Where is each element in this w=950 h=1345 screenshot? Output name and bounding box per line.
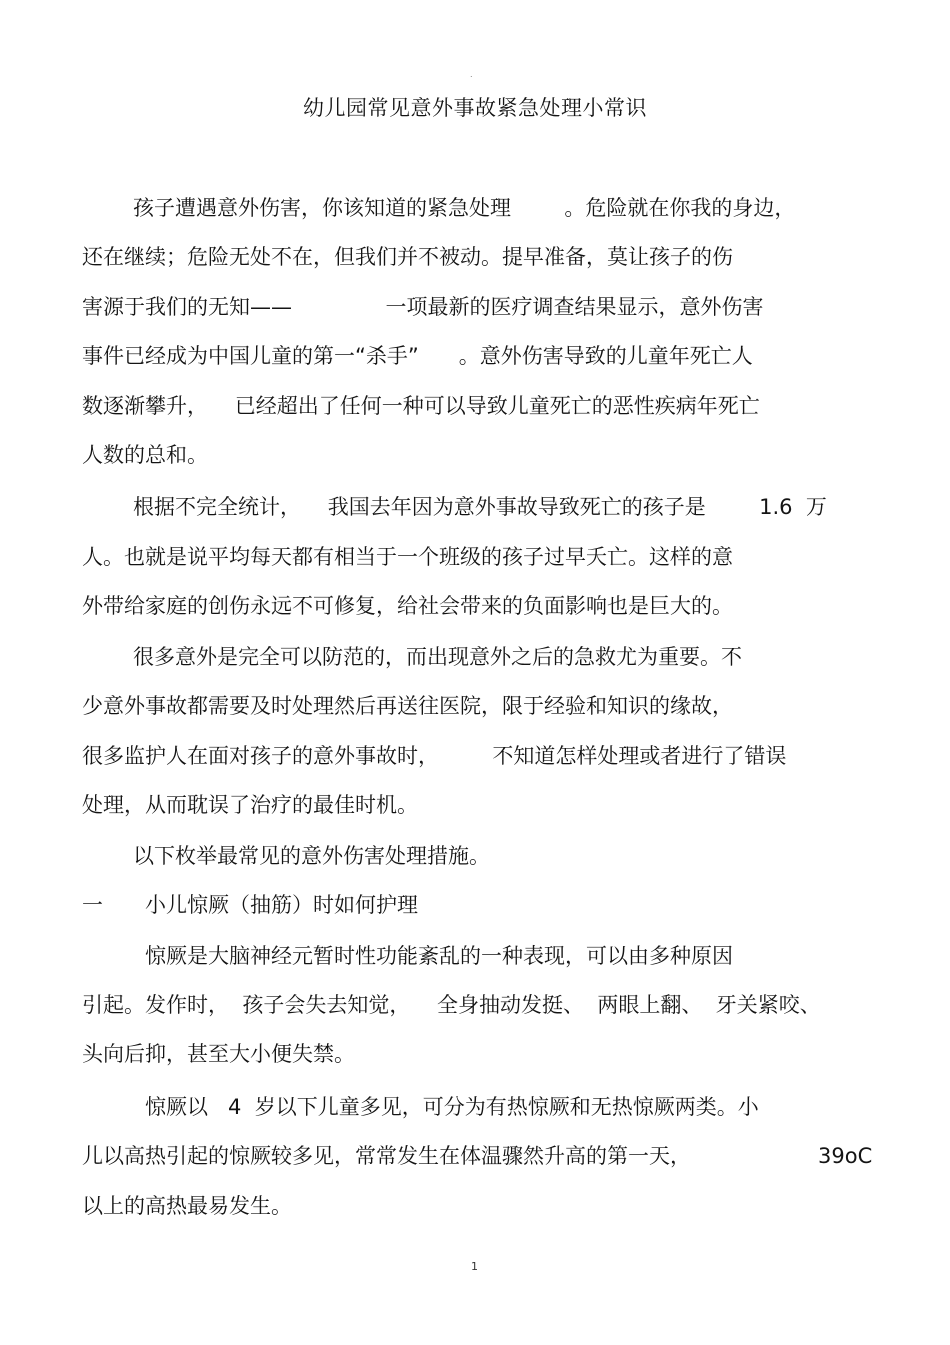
- paragraph-line: 还在继续；危险无处不在，但我们并不被动。提早准备，莫让孩子的伤: [82, 245, 733, 269]
- temperature-value: 39oC: [818, 1144, 873, 1168]
- paragraph-line: 人数的总和。: [82, 443, 208, 467]
- paragraph-line: 引起。发作时， 孩子会失去知觉， 全身抽动发挺、 两眼上翻、 牙关紧咬、: [82, 993, 821, 1017]
- paragraph-line: 儿以高热引起的惊厥较多见，常常发生在体温骤然升高的第一天，: [82, 1144, 691, 1168]
- paragraph-line: 处理，从而耽误了治疗的最佳时机。: [82, 793, 418, 817]
- page-number: 1: [471, 1260, 478, 1273]
- paragraph-line: 少意外事故都需要及时处理然后再送往医院，限于经验和知识的缘故，: [82, 694, 733, 718]
- paragraph-line: 惊厥是大脑神经元暂时性功能紊乱的一种表现，可以由多种原因: [145, 944, 733, 968]
- paragraph-line: 以上的高热最易发生。: [82, 1194, 292, 1218]
- paragraph-line: 惊厥以 4 岁以下儿童多见，可分为有热惊厥和无热惊厥两类。小: [145, 1095, 759, 1119]
- section-number: 一: [82, 893, 103, 917]
- paragraph-line: 孩子遭遇意外伤害，你该知道的紧急处理 。危险就在你我的身边，: [133, 196, 796, 220]
- paragraph-line: 根据不完全统计， 我国去年因为意外事故导致死亡的孩子是 1.6 万: [133, 495, 827, 519]
- paragraph-line: 很多意外是完全可以防范的，而出现意外之后的急救尤为重要。不: [133, 645, 742, 669]
- header-mark: .: [470, 70, 473, 79]
- paragraph-line: 外带给家庭的创伤永远不可修复，给社会带来的负面影响也是巨大的。: [82, 594, 733, 618]
- section-heading: 小儿惊厥（抽筋）时如何护理: [145, 893, 418, 917]
- paragraph-line: 很多监护人在面对孩子的意外事故时， 不知道怎样处理或者进行了错误: [82, 744, 787, 768]
- paragraph-line: 人。也就是说平均每天都有相当于一个班级的孩子过早夭亡。这样的意: [82, 545, 733, 569]
- document-title: 幼儿园常见意外事故紧急处理小常识: [303, 96, 647, 120]
- paragraph-line: 害源于我们的无知—— 一项最新的医疗调查结果显示，意外伤害: [82, 295, 764, 319]
- paragraph-line: 事件已经成为中国儿童的第一“杀手” 。意外伤害导致的儿童年死亡人: [82, 344, 753, 368]
- paragraph-line: 头向后抑，甚至大小便失禁。: [82, 1042, 355, 1066]
- paragraph-line: 以下枚举最常见的意外伤害处理措施。: [133, 844, 490, 868]
- paragraph-line: 数逐渐攀升， 已经超出了任何一种可以导致儿童死亡的恶性疾病年死亡: [82, 394, 760, 418]
